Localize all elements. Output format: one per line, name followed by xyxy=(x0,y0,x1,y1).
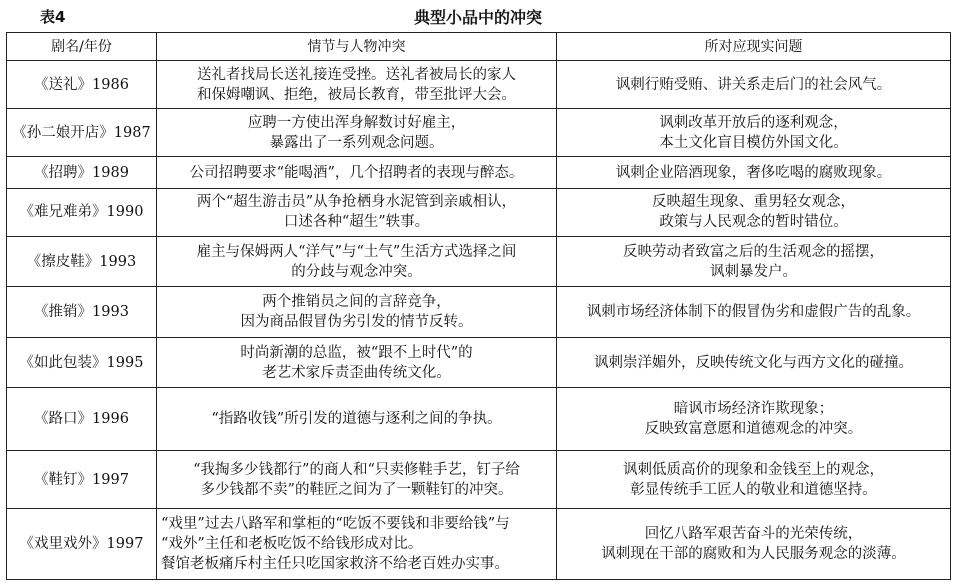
cell-real-issue xyxy=(557,109,951,157)
table-row xyxy=(7,509,951,580)
cell-title-year: 《戏里戏外》1997 xyxy=(7,509,157,580)
cell-plot-conflict xyxy=(157,61,557,109)
issue-line: 反映超生现象、重男轻女观念， xyxy=(652,194,855,211)
issue-line: 讽刺低质高价的现象和金钱至上的观念， xyxy=(623,461,884,478)
cell-title-year: 《鞋钉》1997 xyxy=(7,451,157,509)
cell-real-issue xyxy=(557,388,951,451)
issue-line: 彰显传统手工匠人的敬业和道德坚持。 xyxy=(630,481,877,498)
cell-plot-conflict xyxy=(157,337,557,387)
plot-line: 两个“超生游击员”从争抢栖身水泥管到亲戚相认， xyxy=(196,194,517,211)
cell-title-year: 《如此包装》1995 xyxy=(7,337,157,387)
table-header-row xyxy=(7,33,951,61)
issue-line: 讽刺企业陪酒现象，奢侈吃喝的腐败现象。 xyxy=(615,164,892,181)
plot-line: “我掏多少钱都行”的商人和“只卖修鞋手艺，钉子给 xyxy=(193,461,520,478)
table-row xyxy=(7,157,951,188)
table-caption xyxy=(0,0,956,32)
plot-line: “指路收钱”所引发的道德与逐利之间的争执。 xyxy=(211,411,502,428)
table-row xyxy=(7,451,951,509)
conflict-table xyxy=(6,32,951,580)
table-row xyxy=(7,236,951,286)
header-plot-conflict: 情节与人物冲突 xyxy=(157,33,557,61)
plot-line: 送礼者找局长送礼接连受挫。送礼者被局长的家人 xyxy=(197,66,516,83)
plot-line: 雇主与保姆两人“洋气”与“土气”生活方式选择之间 xyxy=(196,243,517,260)
cell-real-issue xyxy=(557,157,951,188)
issue-line: 暗讽市场经济诈欺现象； xyxy=(673,401,834,418)
table-row xyxy=(7,337,951,387)
cell-real-issue xyxy=(557,509,951,580)
issue-line: 讽刺崇洋媚外，反映传统文化与西方文化的碰撞。 xyxy=(594,354,913,371)
table-row xyxy=(7,188,951,236)
cell-plot-conflict xyxy=(157,287,557,337)
table-row xyxy=(7,287,951,337)
issue-line: 讽刺现在干部的腐败和为人民服务观念的淡薄。 xyxy=(601,546,906,563)
plot-line: 和保姆嘲讽、拒绝，被局长教育，带至批评大会。 xyxy=(197,86,516,103)
cell-title-year: 《推销》1993 xyxy=(7,287,157,337)
table-title: 典型小品中的冲突 xyxy=(413,8,542,27)
cell-title-year: 《路口》1996 xyxy=(7,388,157,451)
plot-line: 公司招聘要求“能喝酒”，几个招聘者的表现与醉态。 xyxy=(189,164,524,181)
issue-line: 政策与人民观念的暂时错位。 xyxy=(659,214,848,231)
cell-real-issue xyxy=(557,236,951,286)
issue-line: 讽刺暴发户。 xyxy=(710,263,797,280)
plot-line: 口述各种“超生”轶事。 xyxy=(283,214,430,231)
cell-real-issue xyxy=(557,451,951,509)
table-row xyxy=(7,61,951,109)
plot-line: 因为商品假冒伪劣引发的情节反转。 xyxy=(240,314,473,331)
issue-line: 讽刺市场经济体制下的假冒伪劣和虚假广告的乱象。 xyxy=(586,304,921,321)
cell-real-issue xyxy=(557,61,951,109)
plot-line: 老艺术家斥责歪曲传统文化。 xyxy=(262,364,451,381)
header-title-year: 剧名/年份 xyxy=(7,33,157,61)
issue-line: 回忆八路军艰苦奋斗的光荣传统， xyxy=(644,526,863,543)
header-real-issue: 所对应现实问题 xyxy=(557,33,951,61)
cell-real-issue xyxy=(557,337,951,387)
cell-title-year: 《难兄难弟》1990 xyxy=(7,188,157,236)
cell-title-year: 《孙二娘开店》1987 xyxy=(7,109,157,157)
issue-line: 反映劳动者致富之后的生活观念的摇摆， xyxy=(623,243,884,260)
plot-line: 多少钱都不卖”的鞋匠之间为了一颗鞋钉的冲突。 xyxy=(200,481,513,498)
cell-plot-conflict xyxy=(157,109,557,157)
cell-plot-conflict xyxy=(157,157,557,188)
cell-title-year: 《招聘》1989 xyxy=(7,157,157,188)
cell-real-issue xyxy=(557,188,951,236)
plot-line: “戏外”主任和老板吃饭不给钱形成对比。 xyxy=(161,536,423,553)
issue-line: 讽刺改革开放后的逐利观念， xyxy=(659,114,848,131)
table-row xyxy=(7,388,951,451)
issue-line: 本土文化盲目模仿外国文化。 xyxy=(659,134,848,151)
table-row xyxy=(7,109,951,157)
plot-line: 两个推销员之间的言辞竞争， xyxy=(262,294,451,311)
cell-title-year: 《送礼》1986 xyxy=(7,61,157,109)
cell-plot-conflict xyxy=(157,188,557,236)
plot-line: 应聘一方使出浑身解数讨好雇主， xyxy=(247,114,466,131)
cell-plot-conflict xyxy=(157,388,557,451)
cell-title-year: 《擦皮鞋》1993 xyxy=(7,236,157,286)
cell-plot-conflict xyxy=(157,509,557,580)
plot-line: “戏里”过去八路军和掌柜的“吃饭不要钱和非要给钱”与 xyxy=(161,516,510,533)
plot-line: 时尚新潮的总监，被“跟不上时代”的 xyxy=(240,344,473,361)
table-number: 表4 xyxy=(40,8,66,26)
issue-line: 反映致富意愿和道德观念的冲突。 xyxy=(644,421,863,438)
plot-line: 暴露出了一系列观念问题。 xyxy=(269,134,444,151)
plot-line: 餐馆老板痛斥村主任只吃国家救济不给老百姓办实事。 xyxy=(161,556,509,573)
cell-plot-conflict xyxy=(157,236,557,286)
table-body xyxy=(7,61,951,580)
cell-real-issue xyxy=(557,287,951,337)
cell-plot-conflict xyxy=(157,451,557,509)
plot-line: 的分歧与观念冲突。 xyxy=(291,263,422,280)
issue-line: 讽刺行贿受贿、讲关系走后门的社会风气。 xyxy=(615,76,892,93)
